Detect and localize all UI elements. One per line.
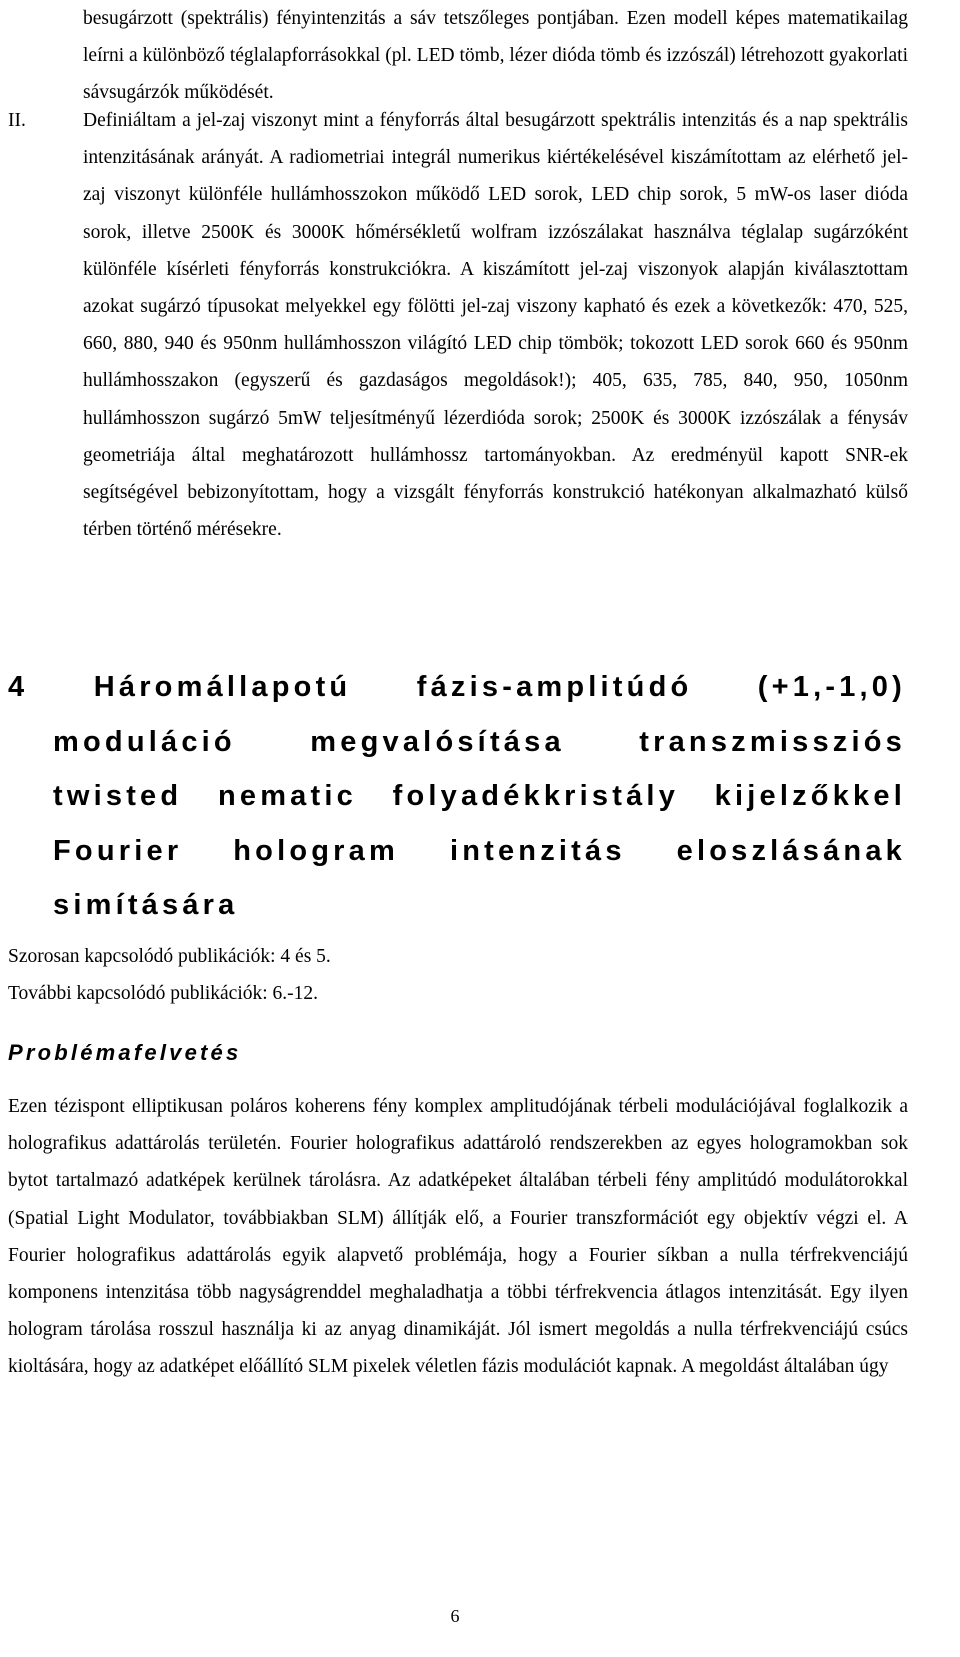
heading-word: kijelzőkkel — [714, 780, 906, 812]
heading-line-3 — [8, 769, 906, 824]
section-heading — [8, 660, 906, 933]
heading-word: 4 — [8, 671, 29, 703]
list-item-text: Definiáltam a jel-zaj viszonyt mint a fényforrás által besugárzott spektrális intenzitás és a nap spektrális intenzitásának arányát. A radiometriai integrál numerikus kiértékelésével kiszámítottam az elérhető jel-zaj viszonyt különféle hullámhosszokon működő LED sorok, LED chip sorok, 5 mW-os laser dióda sorok, illetve 2500K és 3000K hőmérsékletű wolfram izzószálakat használva téglalap sugárzóként különféle kísérleti fényforrás konstrukciókra. A kiszámított jel-zaj viszonyok alapján kiválasztottam azokat sugárzó típusokat melyekkel egy fölötti jel-zaj viszony kapható és ezek a következők: 470, 525, 660, 880, 940 és 950nm hullámhosszon világító LED chip tömbök; tokozott LED sorok 660 és 950nm hullámhosszakon (egyszerű és gazdaságos megoldások!); 405, 635, 785, 840, 950, 1050nm hullámhosszon sugárzó 5mW teljesítményű lézerdióda sorok; 2500K és 3000K izzószálak a fénysáv geometriája által meghatározott hullámhossz tartományokban. Az eredményül kapott SNR-ek segítségével bebizonyítottam, hogy a vizsgált fényforrás konstrukció hatékonyan alkalmazható külső térben történő mérésekre. — [83, 110, 908, 541]
heading-word: twisted — [53, 780, 183, 812]
heading-word: hologram — [233, 834, 399, 867]
heading-line-4 — [8, 824, 906, 879]
list-item-ii — [8, 102, 908, 548]
related-publications — [8, 938, 331, 1012]
heading-word: eloszlásának — [676, 834, 906, 867]
heading-word: Fourier — [53, 834, 183, 867]
list-item-continuation: besugárzott (spektrális) fényintenzitás a sáv tetszőleges pontjában. Ezen modell képes matematikailag leírni a különböző téglalapforrásokkal (pl. LED tömb, lézer dióda tömb és izzószál) létrehozott gyakorlati sávsugárzók működését. — [83, 8, 908, 104]
heading-word: Háromállapotú — [93, 671, 352, 703]
heading-line-2 — [8, 715, 906, 770]
problem-heading: Problémafelvetés — [8, 1040, 242, 1065]
page-number: 6 — [450, 1606, 460, 1626]
problem-paragraph: Ezen tézispont elliptikusan poláros koherens fény komplex amplitudójának térbeli modulációjával foglalkozik a holografikus adattárolás területén. Fourier holografikus adattároló rendszerekben az egyes hologramokban sok bytot tartalmazó adatképek kerülnek tárolásra. Az adatképeket általában térbeli fény amplitúdó modulátorokkal (Spatial Light Modulator, továbbiakban SLM) állítják elő, a Fourier transzformációt egy objektív végzi el. A Fourier holografikus adattárolás egyik alapvető problémája, hogy a Fourier síkban a nulla térfrekvenciájú komponens intenzitása több nagyságrenddel meghaladhatja a többi térfrekvencia átlagos intenzitását. Egy ilyen hologram tárolása rosszul használja ki az anyag dinamikáját. Jól ismert megoldás a nulla térfrekvenciájú csúcs kioltására, hogy az adatképet előállító SLM pixelek véletlen fázis modulációt kapnak. A megoldást általában úgy — [8, 1096, 908, 1378]
heading-line-1 — [8, 660, 906, 715]
heading-word: simítására — [53, 889, 239, 921]
list-item-number: II. — [8, 110, 26, 131]
heading-word: transzmissziós — [639, 725, 906, 758]
heading-word: moduláció — [53, 725, 236, 758]
heading-word: folyadékkristály — [392, 780, 680, 812]
heading-word: intenzitás — [449, 834, 626, 867]
heading-line-5 — [8, 878, 906, 933]
further-publications: További kapcsolódó publikációk: 6.-12. — [8, 983, 319, 1004]
heading-word: (+1,-1,0) — [757, 671, 906, 703]
heading-word: fázis-amplitúdó — [416, 671, 693, 703]
heading-word: nematic — [217, 780, 357, 812]
close-publications: Szorosan kapcsolódó publikációk: 4 és 5. — [8, 946, 331, 967]
heading-word: megvalósítása — [310, 725, 565, 758]
